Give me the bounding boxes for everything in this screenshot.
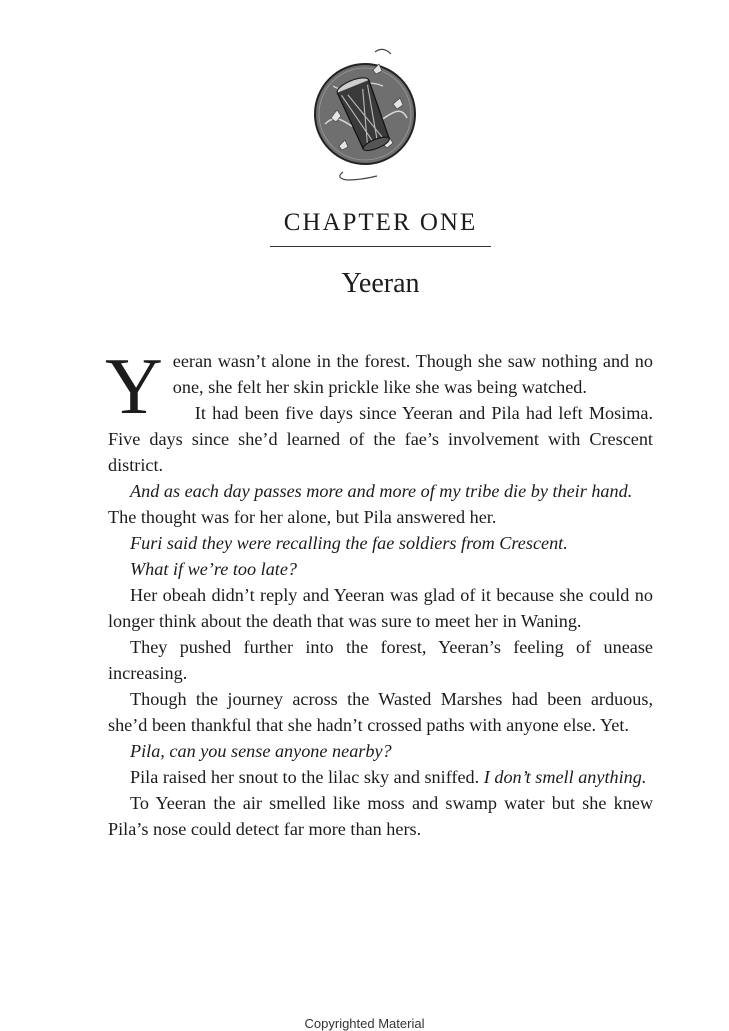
paragraph-11	[108, 764, 653, 790]
paragraph-1	[105, 343, 653, 431]
chapter-heading: CHAPTER ONE	[283, 209, 478, 236]
paragraph-9: Though the journey across the Wasted Marshes had been arduous, she’d been thankful that she hadn’t crossed paths with anyone else. Yet.	[108, 689, 653, 735]
paragraph-1-text: eeran wasn’t alone in the forest. Though she saw nothing and no one, she felt her skin prickle like she was being watched.	[172, 351, 653, 397]
paragraph-11-text: Pila raised her snout to the lilac sky and sniffed.	[130, 767, 484, 787]
chapter-divider	[270, 246, 491, 247]
paragraph-11-thought: I don’t smell anything.	[483, 767, 647, 787]
paragraph-2: It had been five days since Yeeran and Pila had left Mosima. Five days since she’d learned of the fae’s involvement with Crescent district.	[108, 403, 653, 475]
paragraph-3-thought: And as each day passes more and more of my tribe die by their hand.	[130, 481, 633, 501]
chapter-title: Yeeran	[341, 268, 420, 299]
paragraph-12: To Yeeran the air smelled like moss and swamp water but she knew Pila’s nose could detect far more than hers.	[108, 793, 653, 839]
drum-with-vines-emblem	[313, 46, 417, 182]
page-footer: Copyrighted Material	[304, 1016, 425, 1031]
paragraph-8: They pushed further into the forest, Yeeran’s feeling of unease increasing.	[108, 637, 653, 683]
drop-cap: Y	[105, 343, 163, 431]
paragraph-7: Her obeah didn’t reply and Yeeran was glad of it because she could no longer think about the death that was sure to meet her in Waning.	[108, 585, 653, 631]
paragraph-10-thought: Pila, can you sense anyone nearby?	[130, 741, 392, 761]
chapter-body	[105, 343, 653, 842]
paragraph-4: The thought was for her alone, but Pila answered her.	[108, 507, 497, 527]
paragraph-6-thought: What if we’re too late?	[130, 559, 298, 579]
paragraph-5-thought: Furi said they were recalling the fae soldiers from Crescent.	[130, 533, 568, 553]
